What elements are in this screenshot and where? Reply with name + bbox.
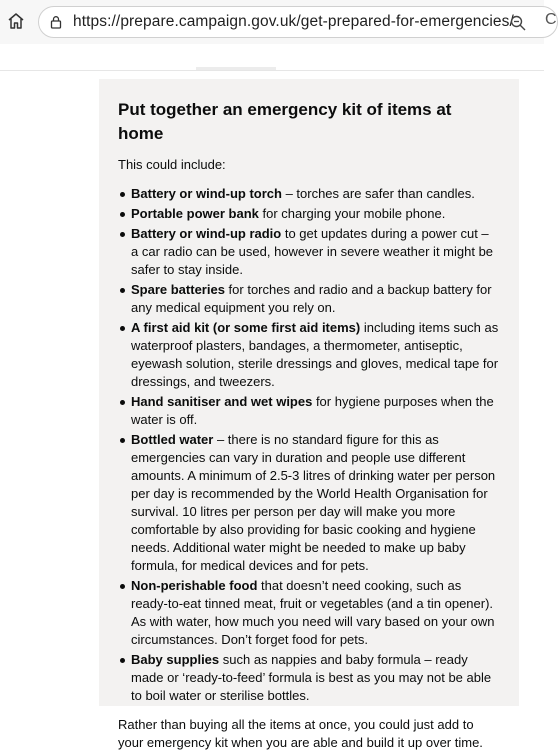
item-term: Non-perishable food <box>131 578 258 593</box>
list-item <box>131 651 499 705</box>
zoom-icon[interactable] <box>509 14 527 32</box>
item-text: for hygiene purposes when the water is off. <box>131 394 494 427</box>
list-item <box>131 431 499 575</box>
item-term: Battery or wind-up radio <box>131 226 282 241</box>
list-item <box>131 393 499 429</box>
item-term: Portable power bank <box>131 206 259 221</box>
item-term: Baby supplies <box>131 652 220 667</box>
item-text: – torches are safer than candles. <box>281 186 475 201</box>
list-item <box>131 205 499 223</box>
list-item <box>131 577 499 649</box>
list-item <box>131 319 499 391</box>
collections-icon[interactable]: C <box>545 11 557 28</box>
url-text[interactable]: https://prepare.campaign.gov.uk/get-prepared-for-emergencies/ <box>73 13 514 30</box>
item-text: – there is no standard figure for this as emergencies can vary in duration and people use different amounts. A minimum of 2.5-3 litres of drinking water per person per day is recommended by the World Health Organisation for survival. 10 litres per person per day will make you more comfortable by also providing for basic cooking and hygiene needs. Additional water might be needed to make up baby formula, for medical devices and for pets. <box>131 432 496 573</box>
panel-heading: Put together an emergency kit of items at home <box>118 100 452 143</box>
intro-text: This could include: <box>118 157 226 172</box>
item-term: Bottled water <box>131 432 214 447</box>
item-term: A first aid kit (or some first aid items) <box>131 320 361 335</box>
item-term: Spare batteries <box>131 282 225 297</box>
item-text: that doesn’t need cooking, such as ready-to-eat tinned meat, fruit or vegetables (and a tin opener). As with water, how much you need will vary based on your own circumstances. Don’t forget food for pets. <box>131 578 495 647</box>
item-text: to get updates during a power cut – a car radio can be used, however in severe weather it might be safer to stay inside. <box>131 226 494 277</box>
address-bar[interactable] <box>38 6 558 38</box>
list-item <box>131 281 499 317</box>
list-item <box>131 185 499 203</box>
item-term: Battery or wind-up torch <box>131 186 282 201</box>
home-button[interactable] <box>4 9 28 33</box>
item-text: for charging your mobile phone. <box>258 206 446 221</box>
item-text: for torches and radio and a backup battery for any medical equipment you rely on. <box>131 282 492 315</box>
browser-toolbar <box>0 0 557 44</box>
item-term: Hand sanitiser and wet wipes <box>131 394 313 409</box>
item-text: such as nappies and baby formula – ready made or ‘ready-to-feed’ formula is best as you may not be able to boil water or sterilise bottles. <box>131 652 492 703</box>
home-icon <box>7 12 25 30</box>
kit-list <box>118 185 499 705</box>
divider <box>0 70 544 71</box>
emergency-kit-panel <box>99 79 519 750</box>
outro-text: Rather than buying all the items at once, you could just add to your emergency kit when you are able and build it up over time. <box>118 717 483 750</box>
lock-icon[interactable] <box>49 15 63 29</box>
list-item <box>131 225 499 279</box>
item-text: including items such as waterproof plasters, bandages, a thermometer, antiseptic, eyewash solution, sterile dressings and gloves, medical tape for dressings, and tweezers. <box>131 320 499 389</box>
